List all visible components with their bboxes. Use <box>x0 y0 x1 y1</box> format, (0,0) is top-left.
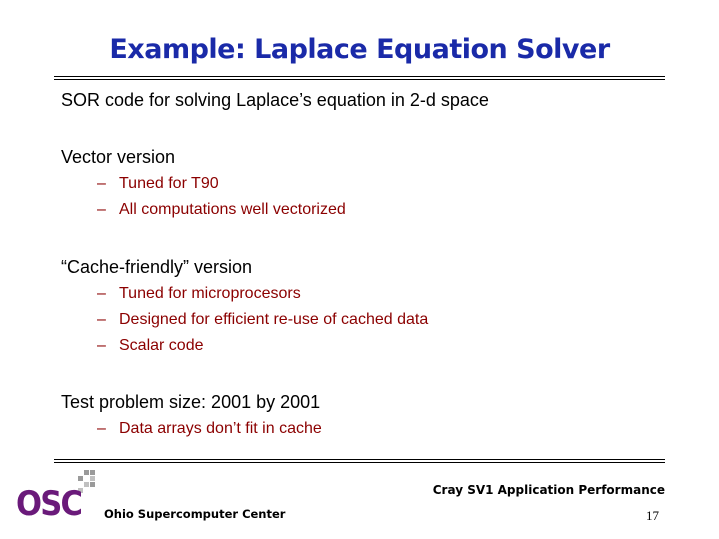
osc-logo <box>16 470 102 526</box>
presentation-title: Cray SV1 Application Performance <box>432 483 665 497</box>
subbullet-text: Scalar code <box>119 337 204 354</box>
dash-marker: – <box>97 420 106 437</box>
subbullet-cache-reuse <box>97 311 428 329</box>
logo-text: OSC <box>16 484 82 524</box>
subbullet-tuned-micro <box>97 285 301 303</box>
logo-grid-icon <box>78 470 102 494</box>
bullet-problem-size: Test problem size: 2001 by 2001 <box>61 392 321 412</box>
subbullet-scalar-code <box>97 337 204 355</box>
dash-marker: – <box>97 285 106 302</box>
dash-marker: – <box>97 337 106 354</box>
page-number: 17 <box>646 508 659 523</box>
slide-title: Example: Laplace Equation Solver <box>109 34 610 65</box>
dash-marker: – <box>97 201 106 218</box>
subbullet-arrays-cache <box>97 420 322 438</box>
subbullet-tuned-t90 <box>97 175 219 193</box>
bullet-vector-version: Vector version <box>61 147 176 167</box>
subbullet-text: All computations well vectorized <box>119 201 346 218</box>
subbullet-text: Tuned for microprocesors <box>119 285 301 302</box>
subbullet-text: Tuned for T90 <box>119 175 219 192</box>
dash-marker: – <box>97 311 106 328</box>
subbullet-text: Designed for efficient re-use of cached data <box>119 311 429 328</box>
subbullet-well-vectorized <box>97 201 346 219</box>
bullet-cache-friendly: “Cache-friendly” version <box>61 257 253 277</box>
dash-marker: – <box>97 175 106 192</box>
subbullet-text: Data arrays don’t fit in cache <box>119 420 322 437</box>
bullet-sor-code: SOR code for solving Laplace’s equation in 2-d space <box>61 90 489 110</box>
organization-name: Ohio Supercomputer Center <box>104 507 286 521</box>
